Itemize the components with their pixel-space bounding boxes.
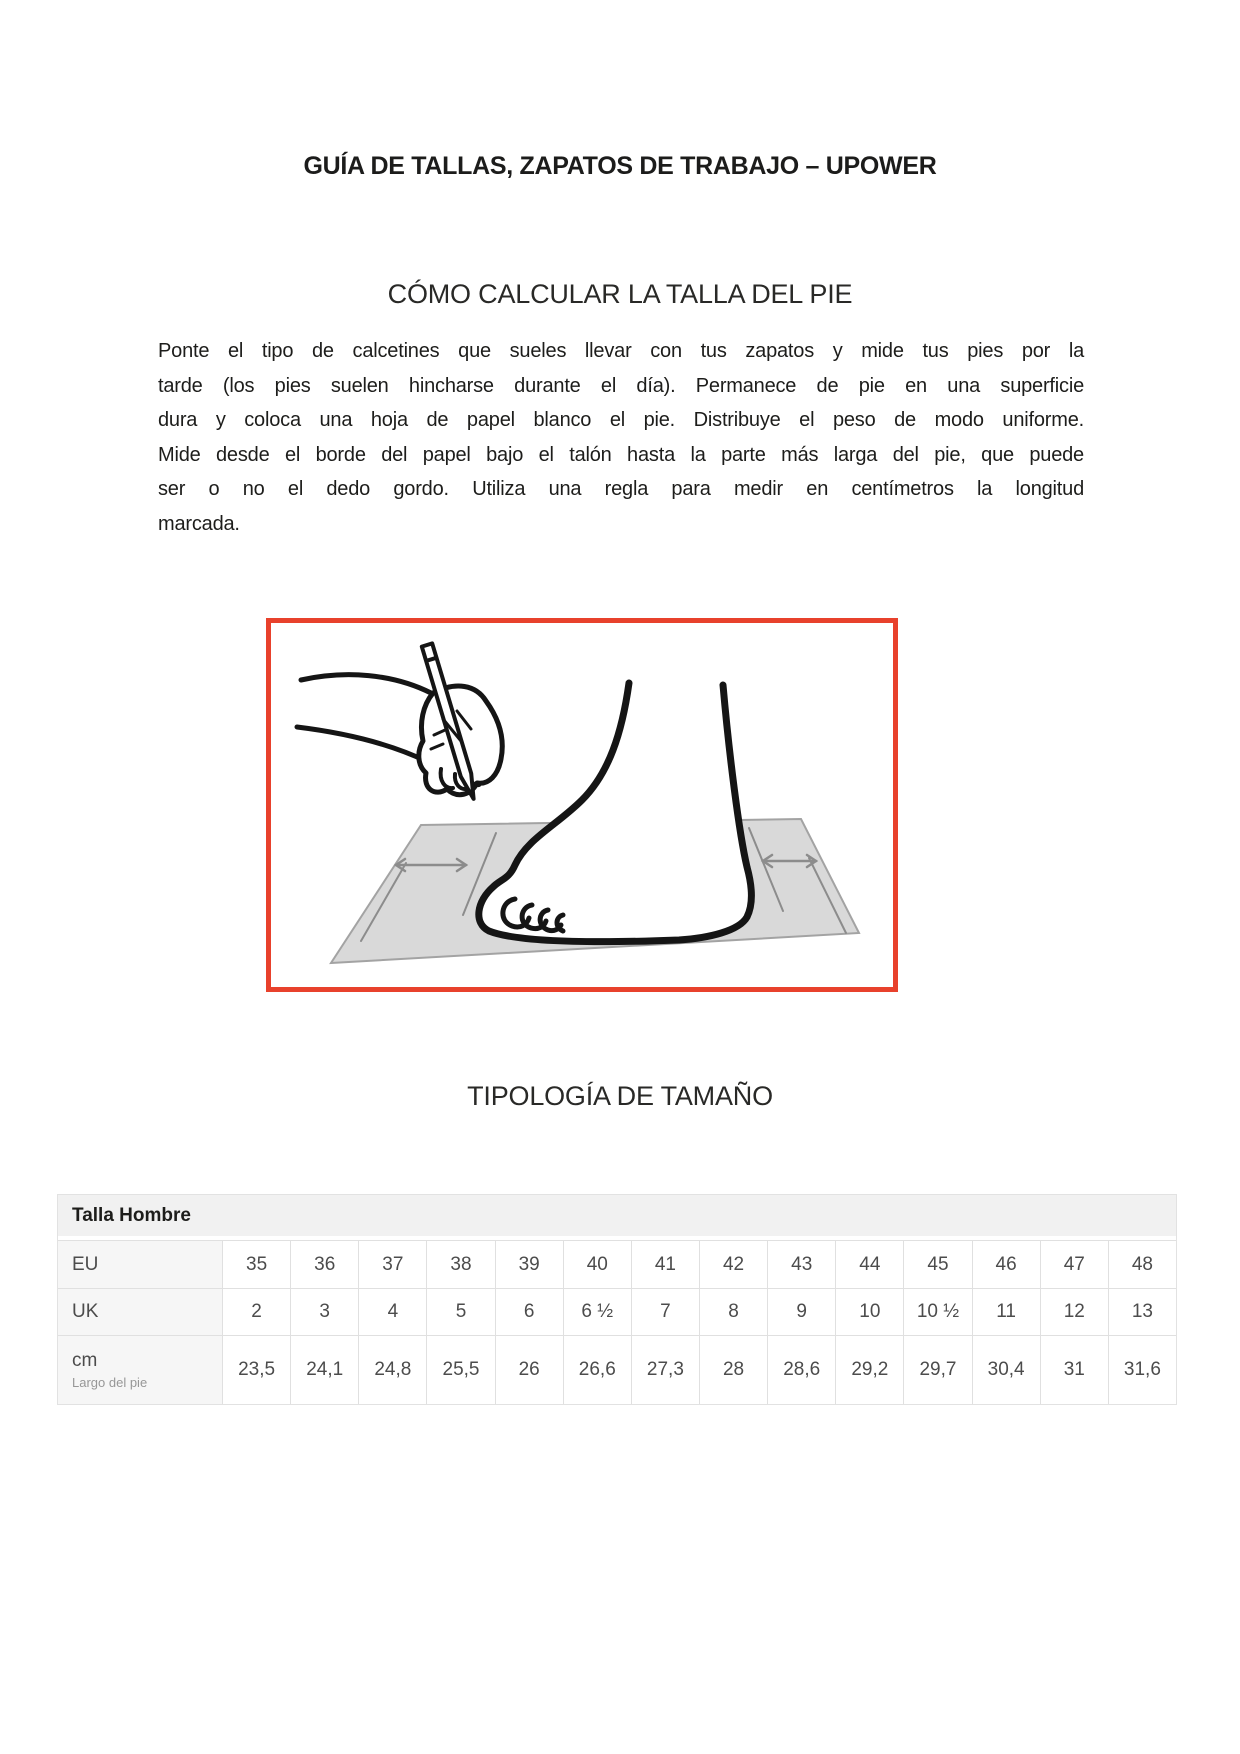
section-heading-tipologia: TIPOLOGÍA DE TAMAÑO xyxy=(467,1081,773,1111)
arm-lines xyxy=(297,675,431,762)
page-title: GUÍA DE TALLAS, ZAPATOS DE TRABAJO – UPOWER xyxy=(303,152,937,180)
size-cell: 44 xyxy=(835,1240,903,1288)
size-cell: 41 xyxy=(631,1240,699,1288)
row-sublabel-largo-del-pie: Largo del pie xyxy=(72,1375,148,1390)
table-row-cm xyxy=(58,1335,1176,1404)
size-cell: 28 xyxy=(699,1335,767,1404)
foot-measurement-figure xyxy=(266,618,898,992)
table-row-eu xyxy=(58,1240,1176,1288)
size-cell: 2 xyxy=(222,1288,290,1335)
size-cell: 42 xyxy=(699,1240,767,1288)
size-cell: 31 xyxy=(1040,1335,1108,1404)
size-cell: 23,5 xyxy=(222,1335,290,1404)
size-cell: 13 xyxy=(1108,1288,1176,1335)
size-cell: 6 xyxy=(495,1288,563,1335)
size-cell: 36 xyxy=(290,1240,358,1288)
size-cell: 29,2 xyxy=(835,1335,903,1404)
paragraph-line: marcada. xyxy=(158,512,240,535)
row-label-cm-text: cm xyxy=(72,1350,98,1371)
size-cell: 8 xyxy=(699,1288,767,1335)
size-cell: 40 xyxy=(563,1240,631,1288)
size-cell: 12 xyxy=(1040,1288,1108,1335)
paragraph-line: Ponte el tipo de calcetines que sueles llevar con tus zapatos y mide tus pies por la xyxy=(158,340,1084,362)
foot-measurement-illustration xyxy=(271,623,893,987)
size-cell: 24,1 xyxy=(290,1335,358,1404)
size-cell: 29,7 xyxy=(903,1335,971,1404)
size-cell: 9 xyxy=(767,1288,835,1335)
table-title: Talla Hombre xyxy=(58,1195,1176,1240)
size-cell: 35 xyxy=(222,1240,290,1288)
paragraph-line: Mide desde el borde del papel bajo el talón hasta la parte más larga del pie, que puede xyxy=(158,443,1084,466)
size-cell: 38 xyxy=(426,1240,494,1288)
size-cell: 10 xyxy=(835,1288,903,1335)
size-table-container xyxy=(57,1194,1177,1405)
size-cell: 47 xyxy=(1040,1240,1108,1288)
size-cell: 4 xyxy=(358,1288,426,1335)
size-cell: 48 xyxy=(1108,1240,1176,1288)
size-cell: 10 ½ xyxy=(903,1288,971,1335)
size-cell: 7 xyxy=(631,1288,699,1335)
size-cell: 37 xyxy=(358,1240,426,1288)
size-cell: 43 xyxy=(767,1240,835,1288)
row-label-eu: EU xyxy=(58,1240,222,1288)
size-cell: 24,8 xyxy=(358,1335,426,1404)
table-row-uk xyxy=(58,1288,1176,1335)
size-cell: 5 xyxy=(426,1288,494,1335)
hand-with-pencil xyxy=(297,643,502,799)
foot-outline xyxy=(479,683,752,942)
paragraph-line: dura y coloca una hoja de papel blanco el pie. Distribuye el peso de modo uniforme. xyxy=(158,409,1084,432)
paragraph-line: tarde (los pies suelen hincharse durante el día). Permanece de pie en una superficie xyxy=(158,374,1084,397)
instructions-paragraph xyxy=(158,334,1084,542)
size-cell: 26 xyxy=(495,1335,563,1404)
size-cell: 25,5 xyxy=(426,1335,494,1404)
table-title-row xyxy=(58,1195,1176,1240)
section-heading-como-calcular: CÓMO CALCULAR LA TALLA DEL PIE xyxy=(387,279,853,309)
size-table xyxy=(58,1195,1176,1404)
row-label-uk: UK xyxy=(58,1288,222,1335)
size-cell: 3 xyxy=(290,1288,358,1335)
row-label-cm xyxy=(58,1335,222,1404)
size-cell: 28,6 xyxy=(767,1335,835,1404)
size-cell: 26,6 xyxy=(563,1335,631,1404)
size-cell: 45 xyxy=(903,1240,971,1288)
paragraph-line: ser o no el dedo gordo. Utiliza una regla para medir en centímetros la longitud xyxy=(158,478,1084,501)
size-cell: 11 xyxy=(972,1288,1040,1335)
size-cell: 39 xyxy=(495,1240,563,1288)
size-cell: 6 ½ xyxy=(563,1288,631,1335)
size-cell: 46 xyxy=(972,1240,1040,1288)
size-cell: 27,3 xyxy=(631,1335,699,1404)
size-cell: 31,6 xyxy=(1108,1335,1176,1404)
size-cell: 30,4 xyxy=(972,1335,1040,1404)
